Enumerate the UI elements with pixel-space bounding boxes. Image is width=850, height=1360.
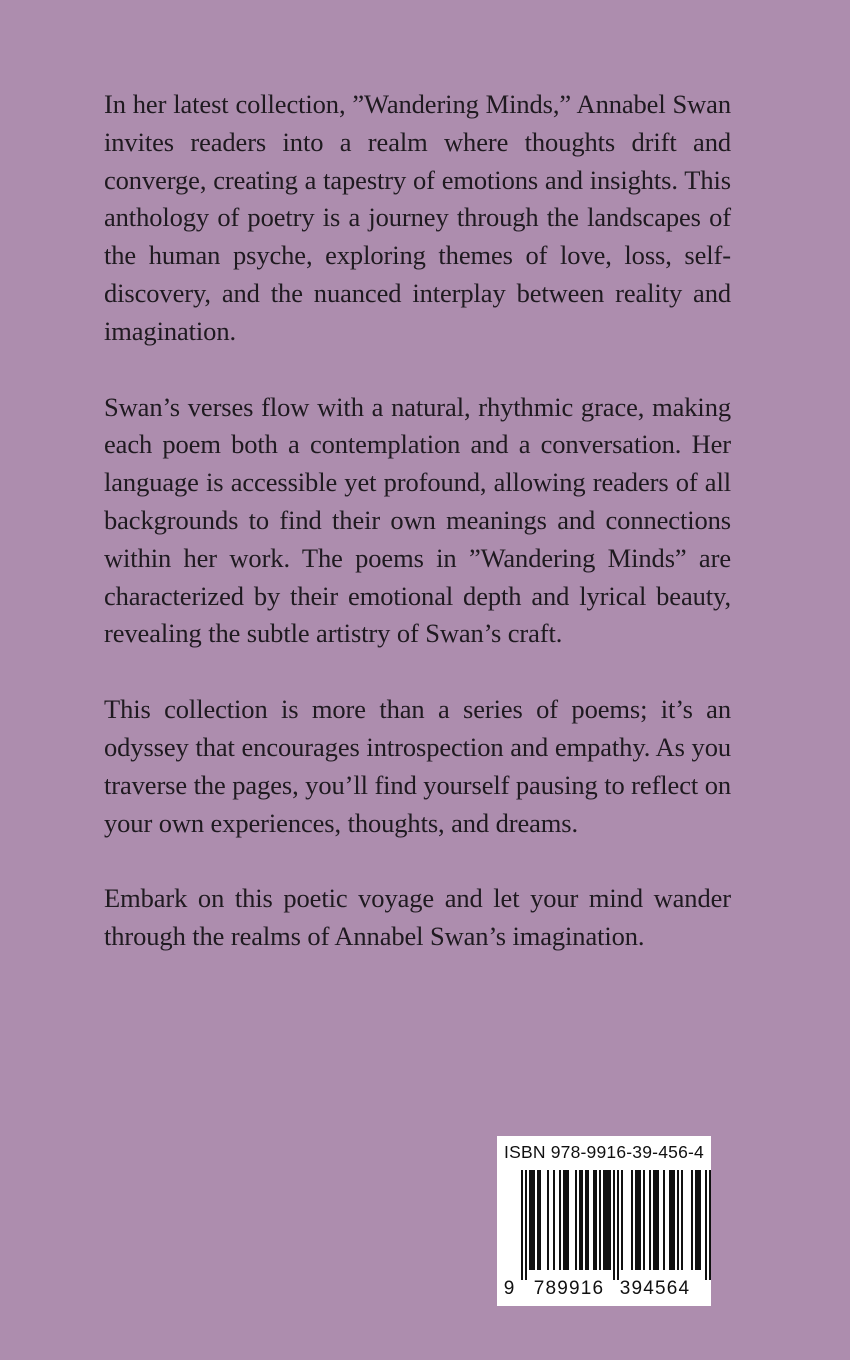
barcode-bar (653, 1170, 655, 1270)
barcode-bar (655, 1170, 657, 1270)
barcode-bar (697, 1170, 699, 1270)
barcode-bar (637, 1170, 639, 1270)
barcode-right-digits: 394564 (619, 1278, 691, 1298)
barcode-first-digit: 9 (503, 1278, 515, 1298)
blurb-paragraph-2: Swan’s verses flow with a natural, rhythmic grace, making each poem both a contemplation and a conversation. Her language is accessible yet profound, allowing readers of all backgrounds to find their own meanings and connections within her work. The poems in ”Wandering Minds” are characterized by their emotional depth and lyrical beauty, revealing the subtle artistry of Swan’s craft. (104, 391, 731, 649)
barcode-bar (595, 1170, 597, 1270)
barcode-bar (671, 1170, 673, 1270)
barcode-bar (617, 1170, 619, 1280)
barcode-bar (529, 1170, 531, 1270)
barcode-bar (669, 1170, 671, 1270)
barcode-bar (709, 1170, 711, 1280)
barcode-bar (547, 1170, 549, 1270)
barcode-bar (521, 1170, 523, 1280)
barcode-bar (537, 1170, 539, 1270)
barcode-bar (525, 1170, 527, 1280)
barcode-bar-group (521, 1170, 711, 1280)
barcode-bar (531, 1170, 533, 1270)
barcode-bar (593, 1170, 595, 1270)
barcode-bar (579, 1170, 581, 1270)
barcode-bar (603, 1170, 605, 1270)
blurb-paragraph-3: This collection is more than a series of poems; it’s an odyssey that encourages introspection and empathy. As you traverse the pages, you’ll find yourself pausing to reflect on your own experiences, thoughts, and dreams. (104, 694, 731, 838)
barcode-bar (605, 1170, 607, 1270)
barcode-bar (621, 1170, 623, 1270)
isbn-barcode (497, 1136, 711, 1306)
barcode-bar (553, 1170, 555, 1270)
barcode-bar (609, 1170, 611, 1270)
barcode-bar (699, 1170, 701, 1270)
barcode-bar (563, 1170, 565, 1270)
barcode-bar (559, 1170, 561, 1270)
book-blurb (104, 86, 731, 994)
barcode-bar (643, 1170, 645, 1270)
barcode-bar (567, 1170, 569, 1270)
barcode-bar (695, 1170, 697, 1270)
barcode-bar (657, 1170, 659, 1270)
barcode-bar (585, 1170, 587, 1270)
barcode-bar (639, 1170, 641, 1270)
barcode-bar (663, 1170, 665, 1270)
barcode-bar (607, 1170, 609, 1270)
barcode-bar (705, 1170, 707, 1280)
barcode-bar (581, 1170, 583, 1270)
isbn-label: ISBN 978-9916-39-456-4 (504, 1142, 704, 1162)
barcode-left-digits: 789916 (533, 1278, 605, 1298)
barcode-bar (599, 1170, 601, 1270)
blurb-paragraph-1: In her latest collection, ”Wandering Minds,” Annabel Swan invites readers into a realm where thoughts drift and converge, creating a tapestry of emotions and insights. This anthology of poetry is a journey through the landscapes of the human psyche, exploring themes of love, loss, self-discovery, and the nuanced interplay between reality and imagination. (104, 89, 731, 346)
barcode-bar (613, 1170, 615, 1280)
barcode-bar (565, 1170, 567, 1270)
barcode-bar (681, 1170, 683, 1270)
barcode-bar (539, 1170, 541, 1270)
barcode-bar (635, 1170, 637, 1270)
barcode-bar (533, 1170, 535, 1270)
barcode-bar (587, 1170, 589, 1270)
barcode-bar (677, 1170, 679, 1270)
barcode-bar (691, 1170, 693, 1270)
blurb-paragraph-4: Embark on this poetic voyage and let your mind wander through the realms of Annabel Swan’s imagination. (104, 883, 731, 952)
barcode-bar (631, 1170, 633, 1270)
barcode-bar (575, 1170, 577, 1270)
barcode-bar (649, 1170, 651, 1270)
barcode-bars (497, 1168, 711, 1298)
barcode-bar (673, 1170, 675, 1270)
barcode-graphic (497, 1168, 711, 1298)
